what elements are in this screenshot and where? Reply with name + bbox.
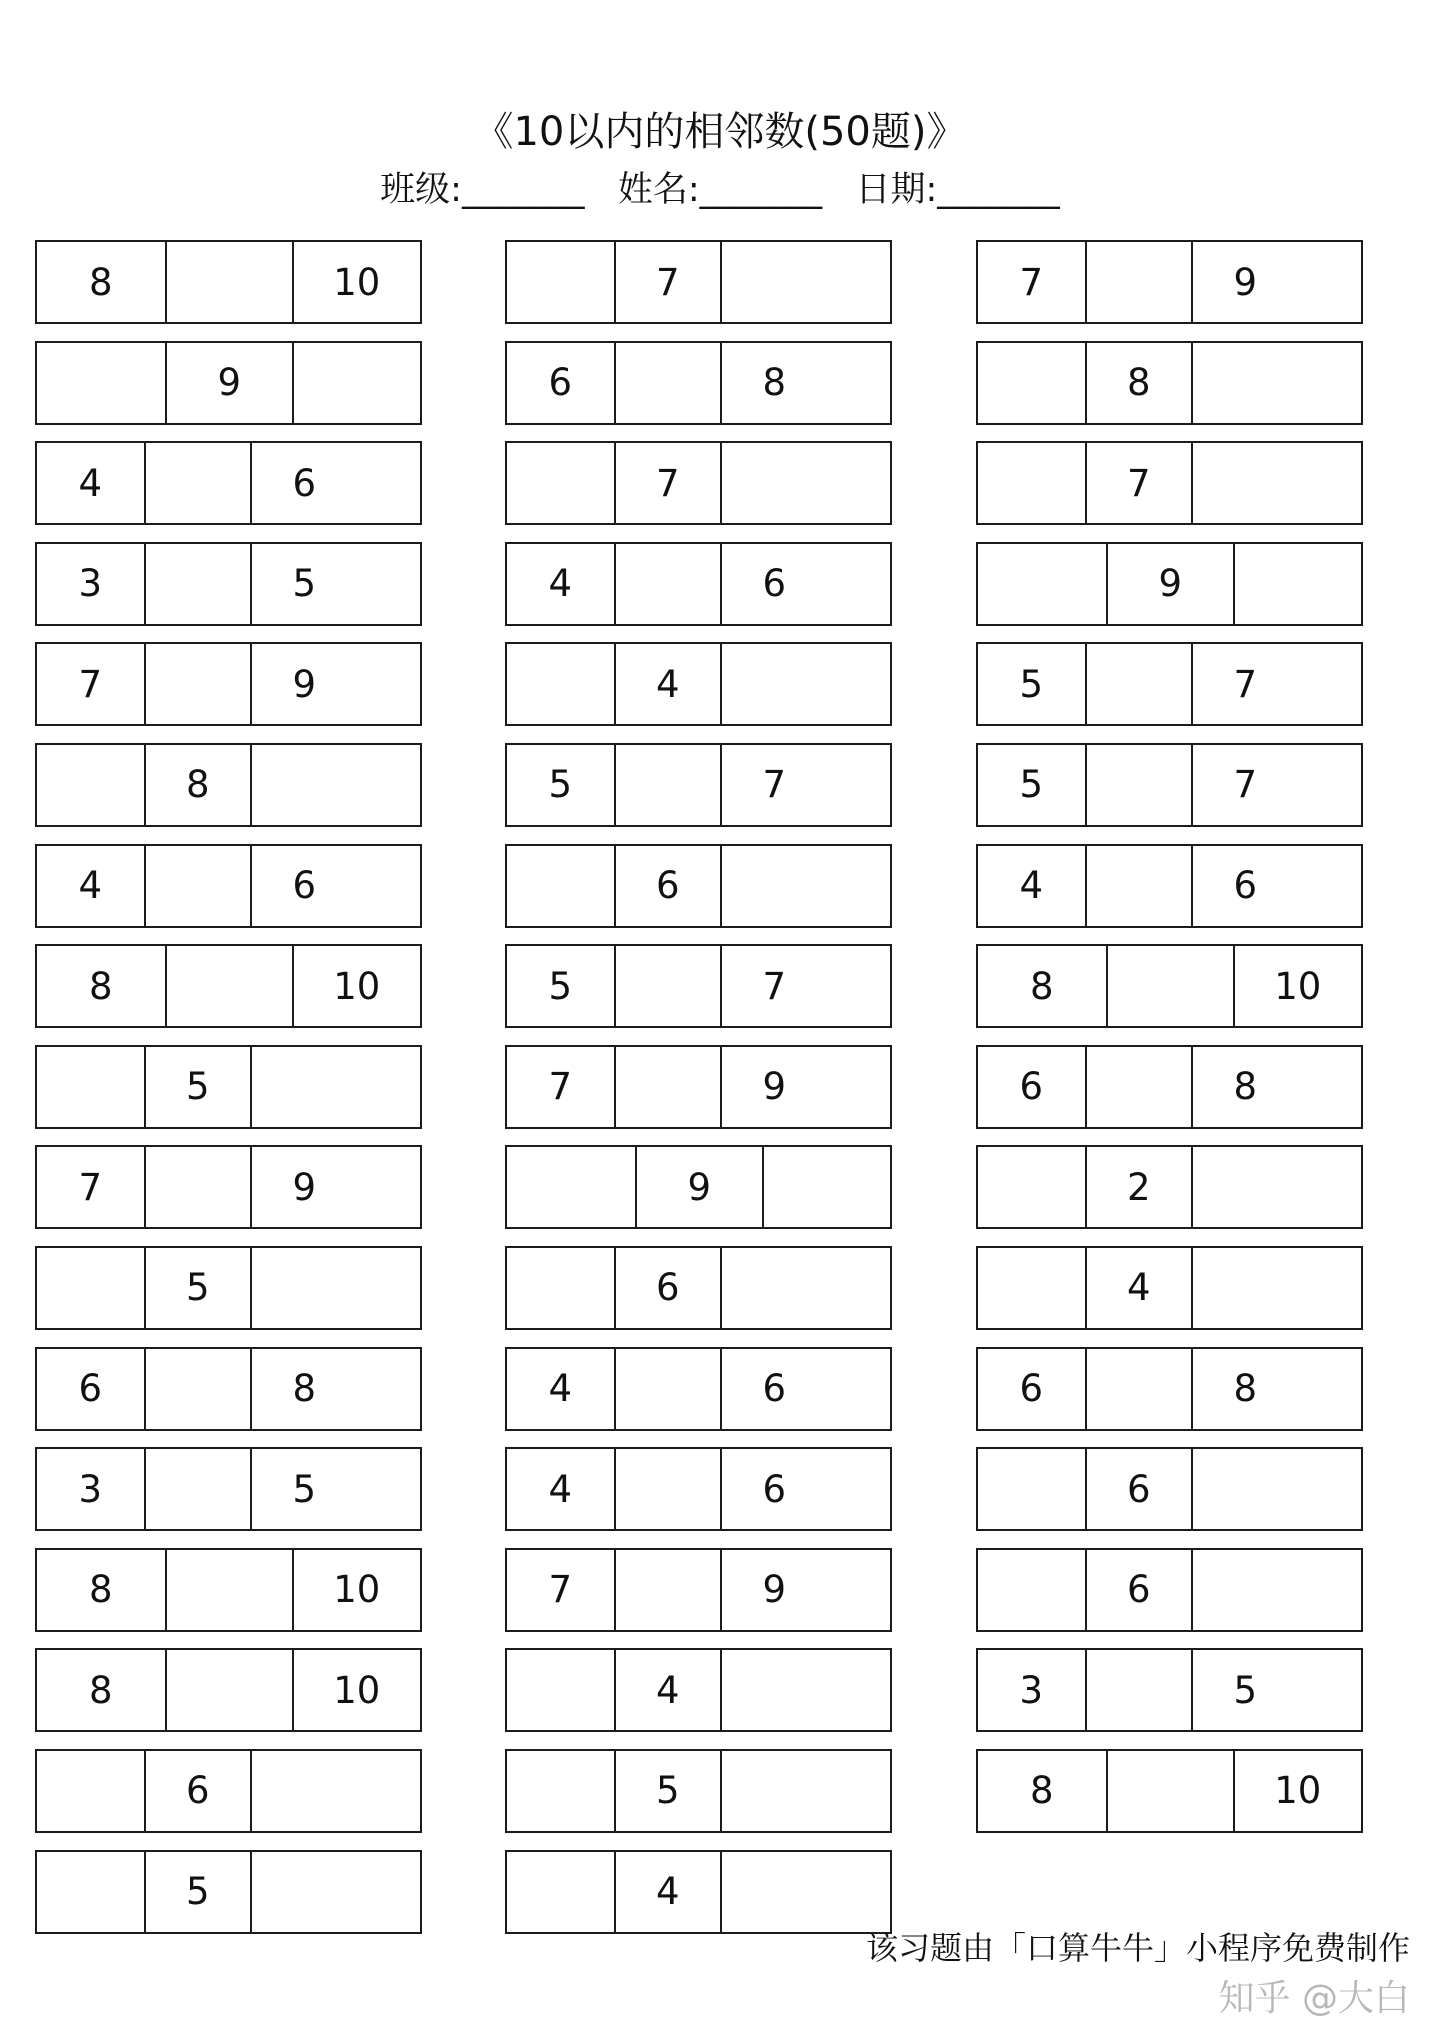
problem-row [505,1850,892,1934]
number-cell: 7 [614,242,721,322]
answer-box[interactable] [507,846,614,926]
problem-row [976,240,1363,324]
answer-box[interactable] [720,1751,827,1831]
answer-box[interactable] [165,242,293,322]
answer-box[interactable] [720,1248,827,1328]
number-cell: 5 [1019,763,1044,807]
problem-column-3 [976,240,1363,1850]
number-cell: 7 [1191,644,1298,724]
answer-box[interactable] [1085,1047,1192,1127]
number-cell: 8 [1029,1769,1054,1813]
problem-row [976,1347,1363,1431]
number-cell: 5 [250,544,357,624]
number-cell: 10 [292,1550,420,1630]
answer-box[interactable] [1085,1349,1192,1429]
answer-box[interactable] [144,644,251,724]
answer-box[interactable] [1085,846,1192,926]
problem-row [35,1648,422,1732]
number-cell: 5 [1191,1650,1298,1730]
problem-row [35,240,422,324]
problem-row [35,743,422,827]
problem-row [976,1045,1363,1129]
number-cell: 4 [548,562,573,606]
number-cell: 6 [250,846,357,926]
number-cell: 7 [78,662,103,706]
answer-box[interactable] [144,1349,251,1429]
problem-row [505,1145,892,1229]
problem-row [505,1548,892,1632]
answer-box[interactable] [250,1047,357,1127]
answer-box[interactable] [507,1852,614,1932]
problem-row [505,1749,892,1833]
number-cell: 5 [548,763,573,807]
problem-row [505,1648,892,1732]
number-cell: 4 [78,864,103,908]
number-cell: 5 [144,1852,251,1932]
number-cell: 6 [1191,846,1298,926]
number-cell: 6 [548,361,573,405]
answer-box[interactable] [37,1751,144,1831]
answer-box[interactable] [720,443,827,523]
answer-box[interactable] [250,745,357,825]
number-cell: 6 [614,1248,721,1328]
problem-row [505,944,892,1028]
problem-row [976,1648,1363,1732]
answer-box[interactable] [507,644,614,724]
problem-row [35,1749,422,1833]
number-cell: 10 [292,1650,420,1730]
number-cell: 7 [720,946,827,1026]
answer-box[interactable] [614,1550,721,1630]
number-cell: 6 [1085,1550,1192,1630]
answer-box[interactable] [250,1852,357,1932]
problem-row [976,1145,1363,1229]
number-cell: 10 [1233,1751,1361,1831]
number-cell: 7 [1191,745,1298,825]
number-cell: 6 [1019,1065,1044,1109]
number-cell: 7 [614,443,721,523]
problem-row [35,441,422,525]
number-cell: 5 [144,1248,251,1328]
number-cell: 3 [78,562,103,606]
answer-box[interactable] [1085,242,1192,322]
number-cell: 6 [720,544,827,624]
number-cell: 7 [548,1568,573,1612]
answer-box[interactable] [507,1147,635,1227]
answer-box[interactable] [507,1248,614,1328]
answer-box[interactable] [614,1047,721,1127]
number-cell: 8 [1029,964,1054,1008]
number-cell: 5 [144,1047,251,1127]
number-cell: 4 [614,644,721,724]
number-cell: 8 [88,260,113,304]
number-cell: 3 [78,1467,103,1511]
answer-box[interactable] [165,1550,293,1630]
answer-box[interactable] [507,1751,614,1831]
problem-row [35,1447,422,1531]
number-cell: 6 [1019,1367,1044,1411]
number-cell: 5 [548,964,573,1008]
problem-row [35,1246,422,1330]
problem-row [505,542,892,626]
number-cell: 6 [1085,1449,1192,1529]
answer-box[interactable] [978,1550,1085,1630]
answer-box[interactable] [1191,343,1298,423]
number-cell: 10 [292,242,420,322]
answer-box[interactable] [1106,1751,1234,1831]
answer-box[interactable] [165,1650,293,1730]
number-cell: 9 [720,1047,827,1127]
number-cell: 8 [88,1668,113,1712]
answer-box[interactable] [614,946,721,1026]
problem-row [976,844,1363,928]
answer-box[interactable] [1085,745,1192,825]
problem-row [976,1447,1363,1531]
problem-row [35,1347,422,1431]
problem-row [35,844,422,928]
problem-row [505,1347,892,1431]
answer-box[interactable] [1106,946,1234,1026]
answer-box[interactable] [507,1650,614,1730]
number-cell: 5 [614,1751,721,1831]
answer-box[interactable] [720,644,827,724]
number-cell: 7 [720,745,827,825]
watermark: 知乎 @大白 [1218,1978,1410,2019]
problem-row [976,743,1363,827]
answer-box[interactable] [978,443,1085,523]
answer-box[interactable] [250,1751,357,1831]
answer-box[interactable] [37,343,165,423]
problem-row [505,240,892,324]
number-cell: 9 [165,343,293,423]
answer-box[interactable] [1191,1248,1298,1328]
problem-row [976,542,1363,626]
answer-box[interactable] [614,1349,721,1429]
answer-box[interactable] [144,846,251,926]
number-cell: 9 [1191,242,1298,322]
answer-box[interactable] [978,544,1106,624]
number-cell: 4 [548,1467,573,1511]
problem-row [976,441,1363,525]
answer-box[interactable] [507,443,614,523]
problem-row [976,944,1363,1028]
problem-row [505,1246,892,1330]
answer-box[interactable] [1085,1650,1192,1730]
problem-row [35,341,422,425]
answer-box[interactable] [37,1047,144,1127]
problem-row [35,1045,422,1129]
problem-row [976,1548,1363,1632]
answer-box[interactable] [1191,1550,1298,1630]
answer-box[interactable] [250,1248,357,1328]
problem-row [35,944,422,1028]
number-cell: 5 [1019,662,1044,706]
answer-box[interactable] [720,846,827,926]
problem-row [976,642,1363,726]
answer-box[interactable] [37,745,144,825]
answer-box[interactable] [614,1449,721,1529]
number-cell: 4 [614,1852,721,1932]
answer-box[interactable] [144,443,251,523]
problem-row [35,1548,422,1632]
number-cell: 9 [250,644,357,724]
number-cell: 6 [720,1449,827,1529]
number-cell: 7 [548,1065,573,1109]
answer-box[interactable] [614,544,721,624]
answer-box[interactable] [144,1147,251,1227]
number-cell: 8 [144,745,251,825]
answer-box[interactable] [37,1248,144,1328]
number-cell: 7 [78,1165,103,1209]
student-info-line: 班级:_______ 姓名:_______ 日期:_______ [380,170,1060,210]
number-cell: 9 [635,1147,763,1227]
number-cell: 4 [1019,864,1044,908]
problem-column-1 [35,240,422,1950]
answer-box[interactable] [762,1147,890,1227]
problem-row [505,441,892,525]
answer-box[interactable] [614,745,721,825]
page-title: 《10以内的相邻数(50题)》 [473,109,967,155]
number-cell: 8 [1191,1047,1298,1127]
answer-box[interactable] [1191,1147,1298,1227]
number-cell: 9 [250,1147,357,1227]
number-cell: 4 [78,461,103,505]
number-cell: 8 [1191,1349,1298,1429]
answer-box[interactable] [720,242,827,322]
answer-box[interactable] [978,1248,1085,1328]
problem-row [976,341,1363,425]
number-cell: 4 [1085,1248,1192,1328]
problem-row [505,1045,892,1129]
number-cell: 6 [614,846,721,926]
number-cell: 4 [548,1367,573,1411]
problem-row [976,1749,1363,1833]
problem-row [505,1447,892,1531]
number-cell: 6 [78,1367,103,1411]
answer-box[interactable] [720,1650,827,1730]
number-cell: 8 [88,1568,113,1612]
number-cell: 9 [720,1550,827,1630]
answer-box[interactable] [1085,644,1192,724]
answer-box[interactable] [37,1852,144,1932]
answer-box[interactable] [165,946,293,1026]
number-cell: 6 [720,1349,827,1429]
number-cell: 4 [614,1650,721,1730]
problem-row [35,1850,422,1934]
problem-row [35,642,422,726]
answer-box[interactable] [507,242,614,322]
problem-row [505,743,892,827]
answer-box[interactable] [144,1449,251,1529]
number-cell: 7 [1085,443,1192,523]
answer-box[interactable] [292,343,420,423]
problem-column-2 [505,240,892,1950]
answer-box[interactable] [978,343,1085,423]
number-cell: 5 [250,1449,357,1529]
answer-box[interactable] [144,544,251,624]
answer-box[interactable] [720,1852,827,1932]
number-cell: 10 [1233,946,1361,1026]
answer-box[interactable] [614,343,721,423]
problem-row [505,341,892,425]
answer-box[interactable] [1233,544,1361,624]
answer-box[interactable] [978,1147,1085,1227]
problem-row [35,1145,422,1229]
number-cell: 6 [250,443,357,523]
answer-box[interactable] [978,1449,1085,1529]
problem-row [35,542,422,626]
number-cell: 2 [1085,1147,1192,1227]
problem-row [505,642,892,726]
answer-box[interactable] [1191,443,1298,523]
number-cell: 8 [720,343,827,423]
footer-credit: 该习题由「口算牛牛」小程序免费制作 [865,1929,1410,1967]
number-cell: 10 [292,946,420,1026]
problem-row [505,844,892,928]
number-cell: 3 [1019,1668,1044,1712]
number-cell: 8 [88,964,113,1008]
problem-row [976,1246,1363,1330]
number-cell: 9 [1106,544,1234,624]
number-cell: 8 [250,1349,357,1429]
answer-box[interactable] [1191,1449,1298,1529]
number-cell: 8 [1085,343,1192,423]
number-cell: 6 [144,1751,251,1831]
number-cell: 7 [1019,260,1044,304]
